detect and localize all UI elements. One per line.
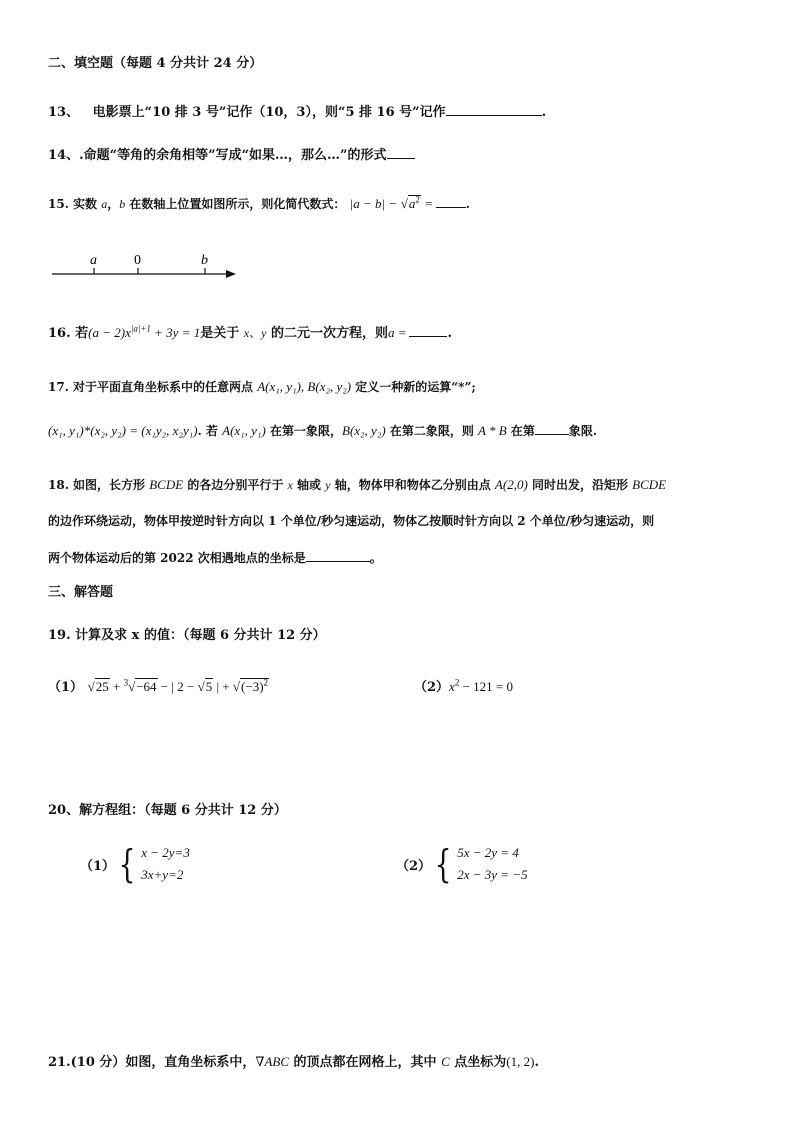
q18-l3: 两个物体运动后的第 2022 次相遇地点的坐标是 bbox=[48, 551, 306, 565]
q20-p2-label: （2） bbox=[396, 858, 432, 874]
label-a: a bbox=[90, 253, 97, 268]
q17-l2e: 象限. bbox=[568, 424, 598, 438]
question-18-line3 bbox=[48, 547, 382, 568]
q13-end: . bbox=[541, 105, 547, 120]
q20-p1-eq1: x − 2y=3 bbox=[141, 845, 190, 860]
q17-post: 定义一种新的运算“*”; bbox=[351, 380, 476, 394]
q19-part2 bbox=[414, 677, 513, 698]
q17-points: A(x₁, y₁), B(x₂, y₂) bbox=[257, 379, 352, 394]
q15-var-a: a bbox=[101, 197, 108, 211]
q19-p1-neg3: (−3) bbox=[241, 679, 264, 694]
q20-part1 bbox=[80, 842, 190, 886]
q18-l1d: 轴，物体甲和物体乙分别由点 bbox=[330, 478, 495, 492]
q20-p1-eq2: 3x+y=2 bbox=[141, 867, 184, 882]
q16-rest: + 3y = 1 bbox=[150, 325, 201, 340]
q19-p1-abs-close: | + bbox=[213, 679, 233, 694]
q19-p2-x: x bbox=[449, 679, 455, 694]
q19-p2-rest: − 121 = 0 bbox=[459, 679, 513, 694]
q16-post: 的二元一次方程，则 bbox=[266, 326, 388, 341]
q18-x: x bbox=[287, 478, 293, 492]
q15-end: . bbox=[465, 197, 470, 211]
q19-p1-minus: − | 2 − bbox=[157, 679, 198, 694]
q16-x: x bbox=[125, 325, 131, 340]
q19-p1-exp: 2 bbox=[263, 677, 269, 688]
question-13 bbox=[48, 101, 546, 123]
q16-answer-blank[interactable] bbox=[409, 322, 447, 337]
q19-p1-cube-index: 3 bbox=[123, 677, 129, 688]
q18-l1e: 同时出发，沿矩形 bbox=[527, 478, 633, 492]
q20-part2 bbox=[396, 842, 528, 886]
q15-var-b: b bbox=[119, 197, 126, 211]
q16-exponent: |a|+1 bbox=[130, 323, 151, 334]
q14-text: 14、.命题“等角的余角相等”写成“如果…，那么…”的形式 bbox=[48, 148, 387, 163]
q17-point-b: B(x₂, y₂) bbox=[342, 423, 386, 438]
q17-l2b: 在第一象限， bbox=[265, 424, 342, 438]
q17-ab: A * B bbox=[478, 423, 507, 438]
q15-answer-blank[interactable] bbox=[436, 193, 466, 208]
q14-answer-blank[interactable] bbox=[387, 144, 415, 159]
q21-triangle: ∇ABC bbox=[255, 1054, 290, 1069]
number-line-figure bbox=[48, 250, 248, 286]
question-18-line2: 的边作环绕运动，物体甲按逆时针方向以 1 个单位/秒匀速运动，物体乙按顺时针方向以 2 个单位/秒匀速运动，则 bbox=[48, 514, 655, 528]
q16-a-eq: a = bbox=[387, 325, 407, 340]
question-17-line2 bbox=[48, 420, 597, 441]
q20-p1-brace: { bbox=[118, 842, 136, 886]
q16-coef: (a − 2) bbox=[88, 325, 126, 340]
q15-mid: 在数轴上位置如图所示，则化简代数式： bbox=[125, 197, 346, 211]
q20-p1-label: （1） bbox=[80, 858, 116, 874]
q18-bcde: BCDE bbox=[149, 477, 184, 492]
q13-number: 13、 bbox=[48, 105, 80, 120]
q21-post: 点坐标为 bbox=[449, 1055, 507, 1070]
q19-p1-plus: + bbox=[109, 679, 124, 694]
q19-p1-sqrt25: 25 bbox=[95, 679, 109, 694]
question-21 bbox=[48, 1052, 539, 1073]
q21-c: C bbox=[441, 1054, 450, 1069]
q17-l2a: . 若 bbox=[197, 424, 223, 438]
q17-l2d: 在第 bbox=[506, 424, 535, 438]
q15-sqrt-expr: a bbox=[408, 196, 416, 211]
q21-mid: 的顶点都在网格上，其中 bbox=[289, 1055, 442, 1070]
q13-answer-blank[interactable] bbox=[446, 101, 542, 116]
number-line-arrow bbox=[226, 270, 236, 278]
q20-p2-brace: { bbox=[434, 842, 452, 886]
q13-text: 电影票上“10 排 3 号”记作（10，3），则“5 排 16 号”记作 bbox=[92, 105, 446, 120]
q18-l1a: 18. 如图，长方形 bbox=[48, 478, 150, 492]
question-14 bbox=[48, 144, 415, 166]
label-b: b bbox=[201, 253, 208, 268]
q19-p1-cbrt: −64 bbox=[136, 679, 157, 694]
question-19-title: 19. 计算及求 x 的值：（每题 6 分共计 12 分） bbox=[48, 628, 326, 643]
q16-mid: 是关于 bbox=[200, 326, 244, 341]
q15-abs-expr: a − b bbox=[353, 196, 382, 211]
q21-end: . bbox=[534, 1055, 539, 1070]
q18-l1b: 的各边分别平行于 bbox=[183, 478, 288, 492]
q19-p1-label: （1） bbox=[48, 680, 84, 695]
q16-pre: 16. 若 bbox=[48, 326, 89, 341]
q20-p2-eq2: 2x − 3y = −5 bbox=[457, 867, 528, 882]
q18-y: y bbox=[325, 478, 331, 492]
q17-pre: 17. 对于平面直角坐标系中的任意两点 bbox=[48, 380, 258, 394]
question-17-line1 bbox=[48, 377, 476, 397]
q19-p2-exp: 2 bbox=[454, 677, 460, 688]
section-answer-title: 三、解答题 bbox=[48, 585, 114, 600]
q18-end: 。 bbox=[369, 551, 382, 565]
q18-point: A(2,0) bbox=[494, 477, 528, 492]
label-0: 0 bbox=[134, 253, 141, 268]
q19-p1-sqrt5: 5 bbox=[205, 679, 213, 694]
q21-pre: 21.(10 分）如图，直角坐标系中， bbox=[48, 1055, 256, 1070]
q16-end: . bbox=[447, 326, 453, 341]
q15-pre: 15. 实数 bbox=[48, 197, 102, 211]
q18-l1c: 轴或 bbox=[292, 478, 326, 492]
q17-answer-blank[interactable] bbox=[535, 420, 569, 435]
q20-p2-eq1: 5x − 2y = 4 bbox=[457, 845, 519, 860]
q17-operation: (x₁, y₁)*(x₂, y₂) = (x₁y₂, x₂y₁) bbox=[48, 423, 198, 438]
q18-bcde-2: BCDE bbox=[632, 477, 667, 492]
q21-coord: (1, 2) bbox=[506, 1054, 535, 1069]
section-fill-title: 二、填空题（每题 4 分共计 24 分） bbox=[48, 56, 263, 71]
question-16 bbox=[48, 322, 452, 344]
q19-p2-label: （2） bbox=[414, 680, 450, 695]
q18-answer-blank[interactable] bbox=[306, 547, 370, 562]
q17-point-a: A(x₁, y₁) bbox=[222, 423, 266, 438]
q17-l2c: 在第二象限，则 bbox=[385, 424, 479, 438]
q16-vars: x、y bbox=[243, 326, 267, 340]
q15-sep: ， bbox=[107, 197, 120, 211]
question-15: 15. 实数 a，b 在数轴上位置如图所示，则化简代数式： $|a - b| - √a^2$ = . bbox=[48, 194, 470, 211]
question-18-line1 bbox=[48, 475, 666, 495]
q19-part1: （1） √25 + $^3$√−64 − | 2 − √5 | + $√(-3)^2$ bbox=[48, 677, 269, 695]
question-20-title: 20、解方程组：（每题 6 分共计 12 分） bbox=[48, 803, 287, 818]
